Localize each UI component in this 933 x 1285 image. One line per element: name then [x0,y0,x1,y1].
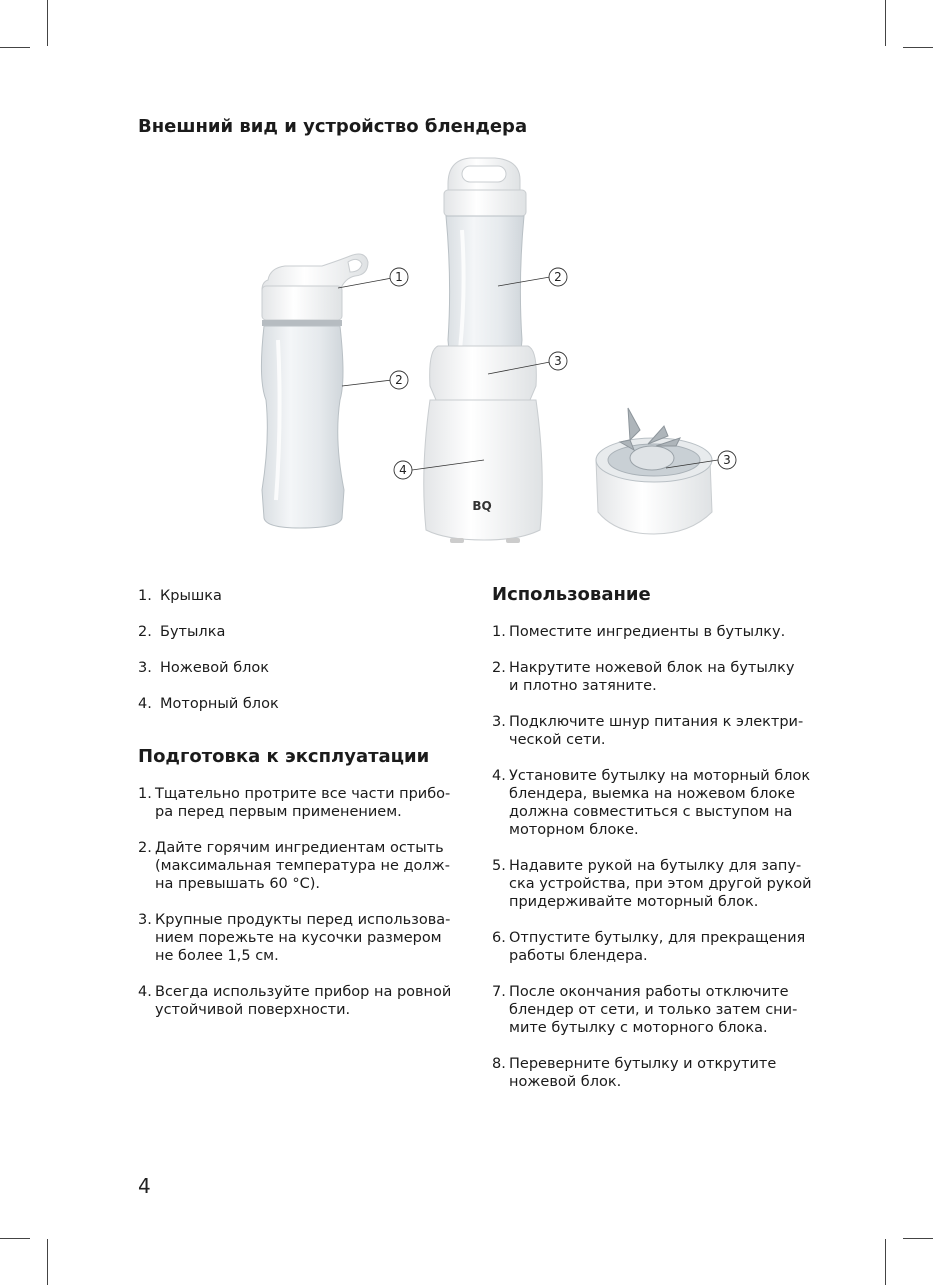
list-item: 3. Ножевой блок [138,660,270,676]
list-item: 1. Крышка [138,588,222,604]
list-item: 7. После окончания работы отключите блендер от сети, и только затем сни- мите бутылку с моторного блока. [492,984,798,1036]
callout-label: 3 [554,354,562,368]
crop-mark [903,47,933,48]
section-title-usage: Использование [492,584,651,605]
list-item: 1. Поместите ингредиенты в бутылку. [492,624,786,640]
list-item: 3. Подключите шнур питания к электри- ческой сети. [492,714,804,748]
list-item: 1. Тщательно протрите все части прибо- ра перед первым применением. [138,786,451,820]
list-item: 4. Моторный блок [138,696,279,712]
crop-mark [0,47,30,48]
section-title-device: Внешний вид и устройство блендера [138,116,528,137]
page-number: 4 [138,1174,151,1198]
callout-label: 1 [395,270,403,284]
bottle-with-lid [261,254,368,528]
preparation-list [138,785,451,1037]
crop-mark [0,1238,30,1239]
list-item: 2. Дайте горячим ингредиентам остыть (максимальная температура не долж- на превышать 60 °С). [138,840,450,892]
crop-mark [903,1238,933,1239]
callout-label: 3 [723,453,731,467]
list-item: 4. Установите бутылку на моторный блок блендера, выемка на ножевом блоке должна совместиться с выступом на моторном блоке. [492,768,811,838]
blender-assembly [424,158,543,543]
crop-mark [885,0,886,46]
section-title-preparation: Подготовка к эксплуатации [138,746,430,767]
crop-mark [47,1239,48,1285]
list-item: 5. Надавите рукой на бутылку для запу- ска устройства, при этом другой рукой придерживайте моторный блок. [492,858,812,910]
usage-list [492,623,812,1109]
crop-mark [885,1239,886,1285]
list-item: 3. Крупные продукты перед использова- нием порежьте на кусочки размером не более 1,5 см. [138,912,451,964]
callout-label: 4 [399,463,407,477]
callout-label: 2 [395,373,403,387]
callout-label: 2 [554,270,562,284]
list-item: 8. Переверните бутылку и открутите ножевой блок. [492,1056,777,1090]
crop-mark [47,0,48,46]
parts-list [138,587,279,731]
list-item: 6. Отпустите бутылку, для прекращения работы блендера. [492,930,806,964]
list-item: 4. Всегда используйте прибор на ровной устойчивой поверхности. [138,984,452,1018]
blade-unit [596,408,712,534]
list-item: 2. Бутылка [138,624,226,640]
brand-logo: BQ [472,499,492,513]
list-item: 2. Накрутите ножевой блок на бутылку и плотно затяните. [492,660,795,694]
blender-figure [0,140,933,560]
